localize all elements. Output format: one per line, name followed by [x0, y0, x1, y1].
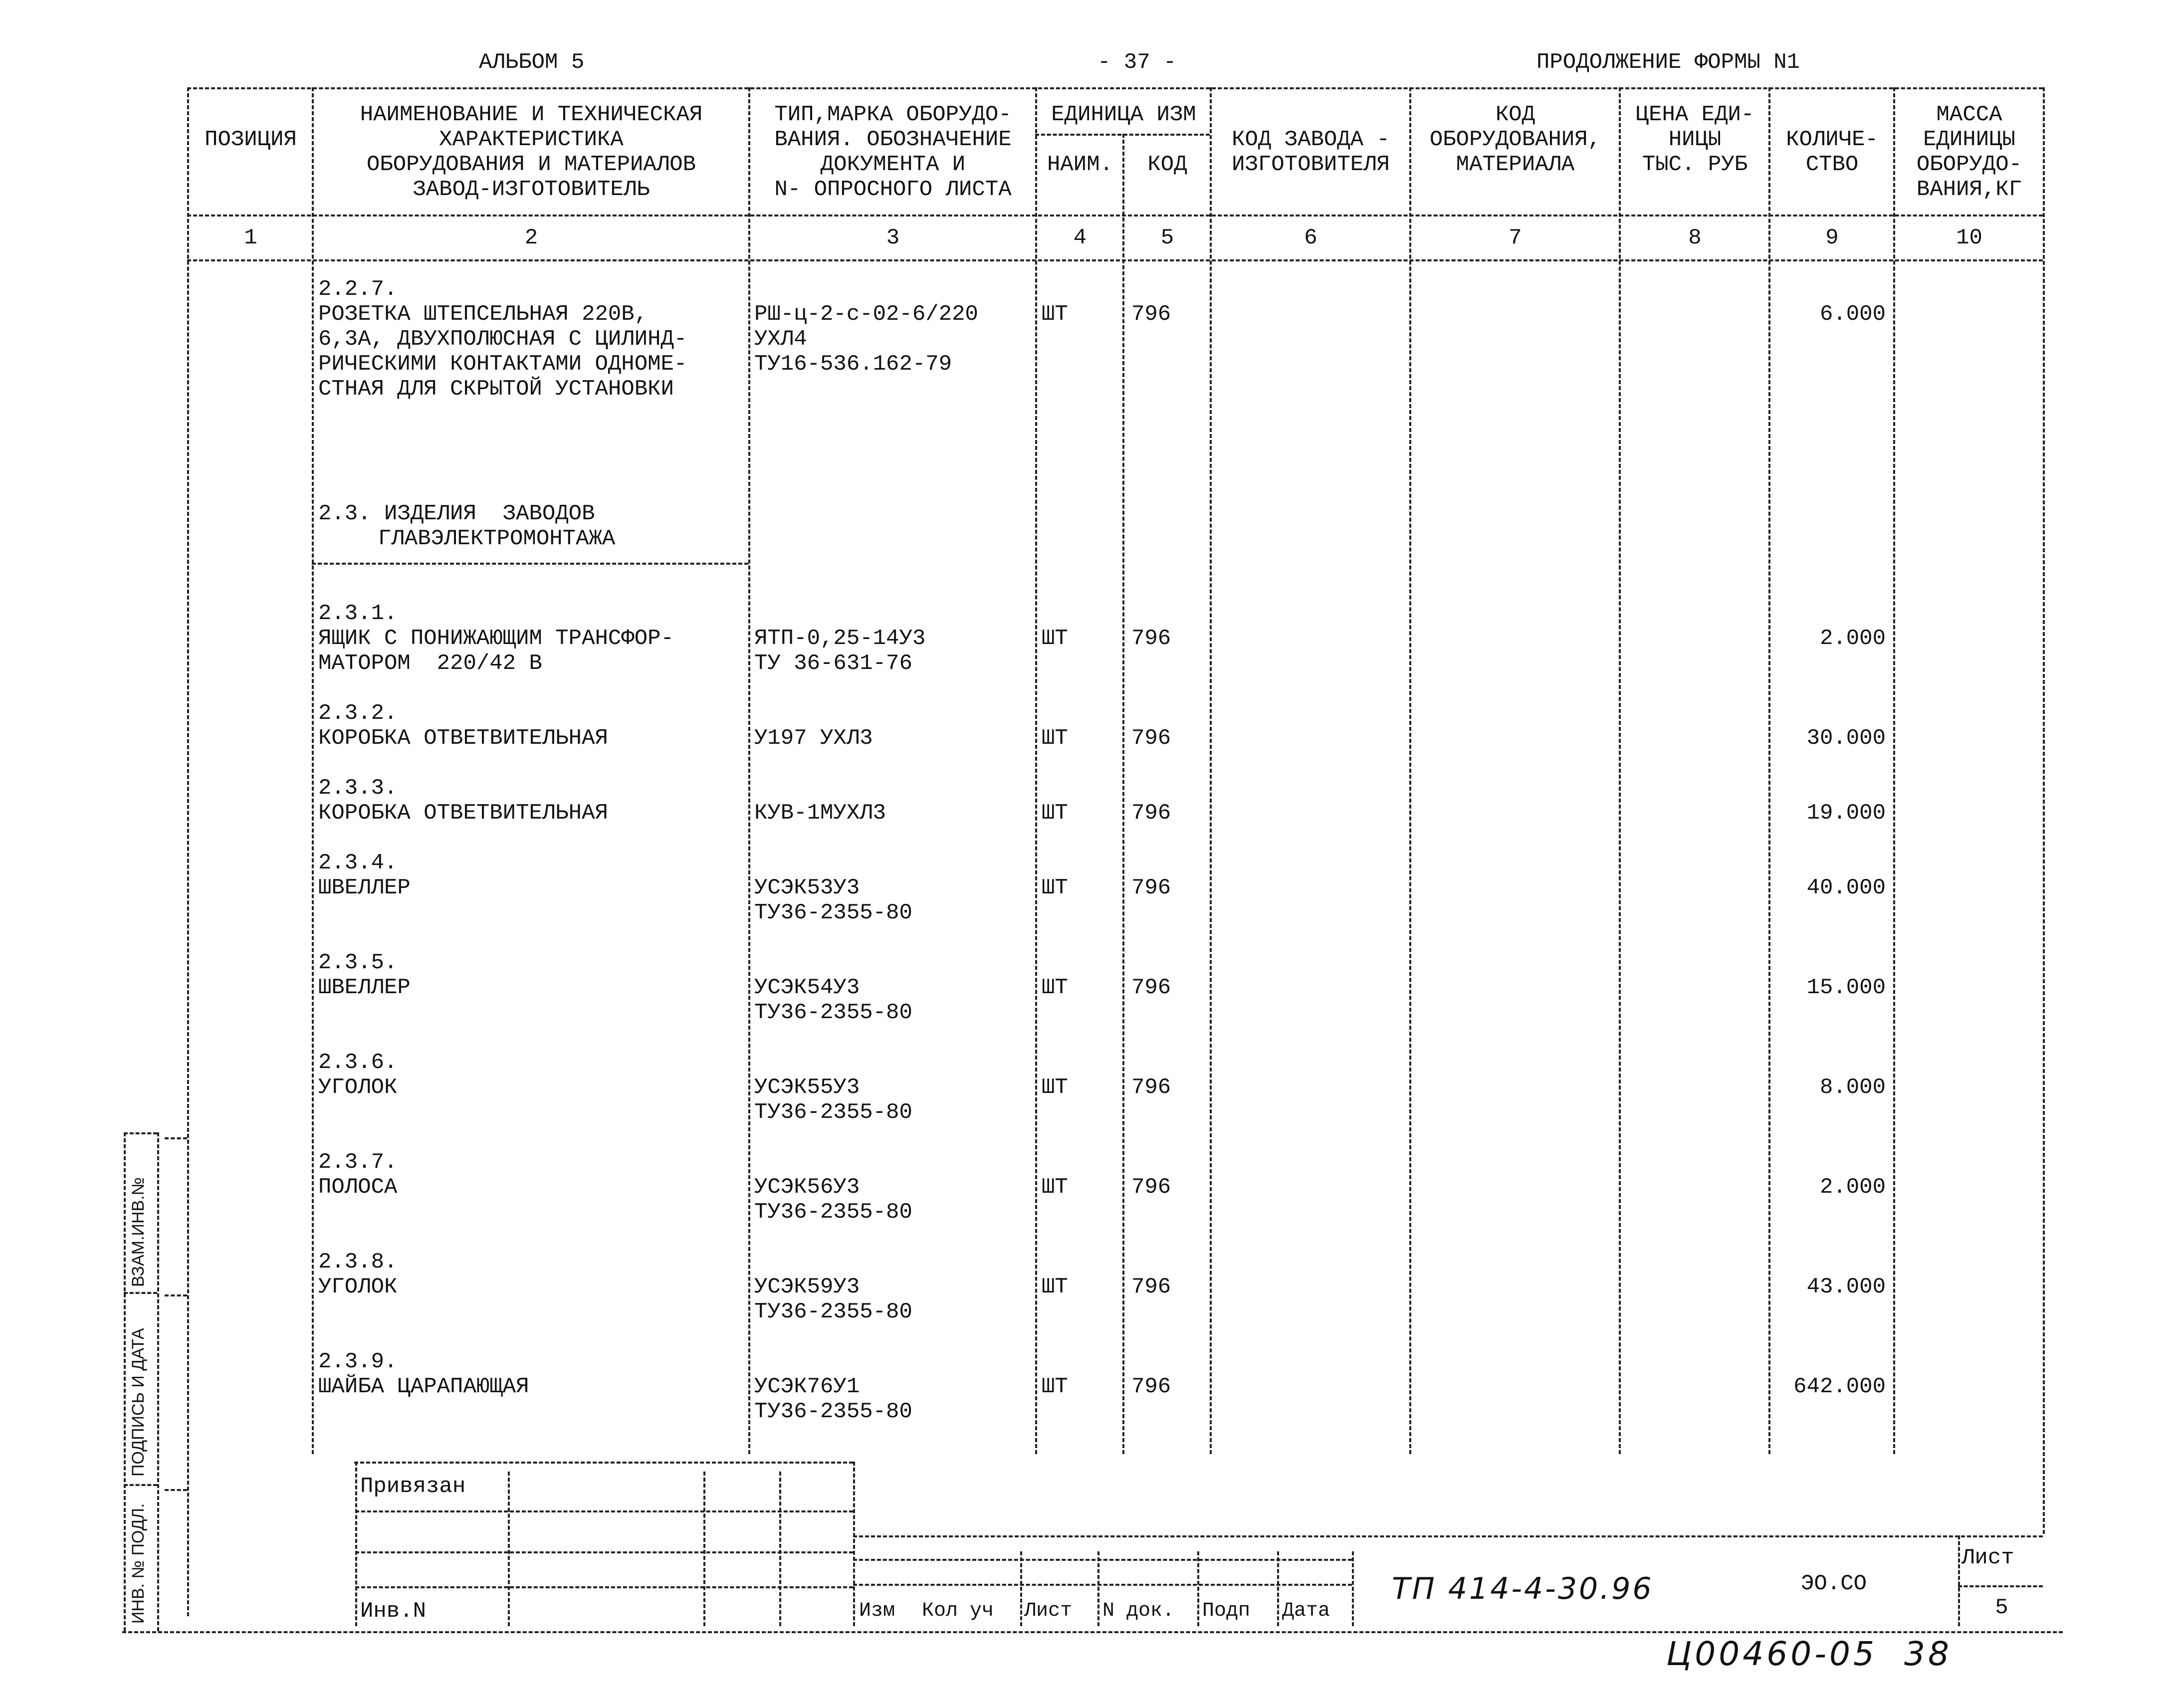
row-type-line: ТУ36-2355-80	[754, 1299, 912, 1324]
row-position: 2.3.7.	[318, 1150, 398, 1175]
stamp-privyazan: Привязан	[360, 1474, 466, 1499]
stamp-rule	[703, 1472, 705, 1626]
header-type-l1: ТИП,МАРКА ОБОРУДО-	[774, 102, 1012, 127]
stamp-col-izm: Изм	[859, 1600, 895, 1622]
stamp-col-kol: Кол уч	[922, 1600, 994, 1622]
row-position: 2.3.2.	[318, 701, 398, 726]
row-type-line: ТУ36-2355-80	[754, 1100, 912, 1125]
row-name-line: ШАЙБА ЦАРАПАЮЩАЯ	[318, 1374, 529, 1399]
row-unit: ШТ	[1042, 626, 1068, 651]
row-type-line: УСЭК59У3	[754, 1275, 860, 1299]
stamp-code: ТП 414-4-30.96	[1392, 1571, 1654, 1606]
page-bottom-rule	[122, 1631, 2063, 1633]
col-number: 9	[1825, 225, 1839, 250]
row-type-line: УХЛ4	[754, 327, 807, 352]
row-position: 2.3.5.	[318, 950, 398, 975]
row-unit-code: 796	[1131, 975, 1171, 1000]
row-qty: 15.000	[1806, 975, 1886, 1000]
row-unit: ШТ	[1042, 1275, 1068, 1299]
row-type-line: ТУ36-2355-80	[754, 900, 912, 925]
header-qty-l1: КОЛИЧЕ-	[1786, 127, 1878, 152]
header-unit-code: КОД	[1147, 152, 1187, 177]
header-code-l2: ОБОРУДОВАНИЯ,	[1429, 127, 1601, 152]
table-top-rule	[187, 87, 2043, 89]
stamp-mark: ЭО.СО	[1801, 1571, 1867, 1596]
header-name-l3: ОБОРУДОВАНИЯ И МАТЕРИАЛОВ	[366, 152, 696, 177]
row-type-line: ТУ36-2355-80	[754, 1200, 912, 1225]
row-unit-code: 796	[1131, 875, 1171, 900]
stamp-rule-h	[355, 1551, 853, 1553]
side-vzam-inv: ВЗАМ.ИНВ.№	[129, 1177, 148, 1287]
header-unit-name: НАИМ.	[1047, 152, 1113, 177]
stamp-rule	[1097, 1551, 1099, 1626]
row-qty: 43.000	[1806, 1275, 1886, 1299]
row-unit: ШТ	[1042, 975, 1068, 1000]
side-tick	[165, 1489, 187, 1491]
header-mass-l2: ЕДИНИЦЫ	[1923, 127, 2015, 152]
stamp-col-data: Дата	[1282, 1600, 1330, 1622]
row-name-line: ЯЩИК С ПОНИЖАЮЩИМ ТРАНСФОР-	[318, 626, 674, 651]
row-type-line: У197 УХЛ3	[754, 726, 873, 751]
row-qty: 19.000	[1806, 801, 1886, 826]
section-underline	[312, 563, 748, 565]
row-position: 2.3.4.	[318, 851, 398, 875]
side-podpis-data: ПОДПИСЬ И ДАТА	[129, 1328, 148, 1477]
stamp-rule	[853, 1462, 855, 1626]
row-name-line: УГОЛОК	[318, 1075, 398, 1100]
header-mass-l3: ОБОРУДО-	[1916, 152, 2022, 177]
row-type-line: УСЭК53У3	[754, 875, 860, 900]
stamp-rule	[508, 1472, 510, 1626]
row-type-line: ТУ36-2355-80	[754, 1000, 912, 1025]
col-rule-8	[1768, 87, 1770, 1454]
col-rule-3	[1035, 87, 1037, 1454]
side-rule-h	[124, 1484, 157, 1486]
row-type-line: ЯТП-0,25-14У3	[754, 626, 926, 651]
album-label: АЛЬБОМ 5	[479, 50, 585, 75]
row-name-line: 6,3А, ДВУХПОЛЮСНАЯ С ЦИЛИНД-	[318, 327, 687, 352]
col-number: 2	[524, 225, 538, 250]
stamp-col-list: Лист	[1024, 1600, 1073, 1622]
header-bottom-rule	[187, 214, 2043, 216]
row-position: 2.3.3.	[318, 776, 398, 801]
stamp-sheet-label: Лист	[1962, 1545, 2014, 1570]
header-name-l4: ЗАВОД-ИЗГОТОВИТЕЛЬ	[413, 177, 650, 202]
col-rule-10	[2043, 87, 2045, 1534]
stamp-rule	[1352, 1551, 1354, 1626]
numbers-bottom-rule	[187, 259, 2043, 261]
col-number: 1	[244, 225, 257, 250]
header-unit: ЕДИНИЦА ИЗМ	[1051, 102, 1196, 127]
row-type-line: КУВ-1МУХЛ3	[754, 801, 886, 826]
row-name-line: РИЧЕСКИМИ КОНТАКТАМИ ОДНОМЕ-	[318, 352, 687, 377]
col-number: 8	[1688, 225, 1702, 250]
col-number: 10	[1956, 225, 1982, 250]
archive-number: Ц00460-05 38	[1666, 1635, 1952, 1673]
row-position: 2.3.6.	[318, 1050, 398, 1075]
header-type-l4: N- ОПРОСНОГО ЛИСТА	[774, 177, 1012, 202]
stamp-inv: Инв.N	[360, 1599, 427, 1624]
row-name-line: СТНАЯ ДЛЯ СКРЫТОЙ УСТАНОВКИ	[318, 377, 674, 402]
header-type-l3: ДОКУМЕНТА И	[820, 152, 966, 177]
row-unit-code: 796	[1131, 726, 1171, 751]
col-number: 4	[1073, 225, 1087, 250]
row-qty: 2.000	[1819, 626, 1886, 651]
row-name-line: ШВЕЛЛЕР	[318, 875, 411, 900]
stamp-rule	[779, 1472, 781, 1626]
row-unit: ШТ	[1042, 1175, 1068, 1200]
row-position: 2.3.9.	[318, 1349, 398, 1374]
continuation-label: ПРОДОЛЖЕНИЕ ФОРМЫ N1	[1536, 50, 1800, 75]
row-type-line: ТУ16-536.162-79	[754, 352, 952, 377]
side-rule-h	[124, 1132, 157, 1134]
stamp-rule	[1277, 1551, 1279, 1626]
stamp-rule	[355, 1462, 357, 1626]
row-unit-code: 796	[1131, 801, 1171, 826]
row-unit: ШТ	[1042, 302, 1068, 327]
row-unit-code: 796	[1131, 302, 1171, 327]
header-mass-l4: ВАНИЯ,КГ	[1916, 177, 2022, 202]
row-position: 2.2.7.	[318, 277, 398, 302]
row-type-line: РШ-ц-2-с-02-6/220	[754, 302, 978, 327]
header-factory-l1: КОД ЗАВОДА -	[1232, 127, 1390, 152]
section-subtitle: ГЛАВЭЛЕКТРОМОНТАЖА	[378, 526, 616, 551]
row-unit-code: 796	[1131, 1075, 1171, 1100]
header-name-l1: НАИМЕНОВАНИЕ И ТЕХНИЧЕСКАЯ	[360, 102, 703, 127]
stamp-rule	[1197, 1551, 1199, 1626]
col-rule-0	[187, 87, 189, 1616]
side-tick	[165, 1294, 187, 1296]
stamp-top-rule	[354, 1462, 853, 1464]
row-name-line: РОЗЕТКА ШТЕПСЕЛЬНАЯ 220В,	[318, 302, 648, 327]
stamp-main-rule	[853, 1535, 2043, 1537]
page-number: - 37 -	[1097, 50, 1177, 75]
side-rule	[157, 1132, 159, 1631]
stamp-col-podp: Подп	[1202, 1600, 1251, 1622]
row-unit-code: 796	[1131, 1275, 1171, 1299]
row-qty: 30.000	[1806, 726, 1886, 751]
row-name-line: КОРОБКА ОТВЕТВИТЕЛЬНАЯ	[318, 801, 608, 826]
row-type-line: ТУ 36-631-76	[754, 651, 912, 676]
col-rule-1	[312, 87, 314, 1454]
row-unit: ШТ	[1042, 1075, 1068, 1100]
col-rule-5	[1210, 87, 1212, 1454]
row-type-line: УСЭК54У3	[754, 975, 860, 1000]
section-title: 2.3. ИЗДЕЛИЯ ЗАВОДОВ	[318, 501, 595, 526]
row-type-line: ТУ36-2355-80	[754, 1399, 912, 1424]
header-price-l1: ЦЕНА ЕДИ-	[1635, 102, 1754, 127]
side-tick	[165, 1137, 187, 1139]
header-price-l3: ТЫС. РУБ	[1642, 152, 1748, 177]
header-factory-l2: ИЗГОТОВИТЕЛЯ	[1232, 152, 1390, 177]
side-rule	[124, 1132, 126, 1631]
row-position: 2.3.8.	[318, 1250, 398, 1275]
row-name-line: ПОЛОСА	[318, 1175, 398, 1200]
row-type-line: УСЭК56У3	[754, 1175, 860, 1200]
row-name-line: ШВЕЛЛЕР	[318, 975, 411, 1000]
header-type-l2: ВАНИЯ. ОБОЗНАЧЕНИЕ	[774, 127, 1012, 152]
col-rule-4	[1122, 134, 1124, 1454]
col-rule-6	[1409, 87, 1411, 1454]
row-unit: ШТ	[1042, 801, 1068, 826]
side-rule-h	[124, 1292, 157, 1294]
stamp-rule	[1020, 1551, 1022, 1626]
row-name-line: КОРОБКА ОТВЕТВИТЕЛЬНАЯ	[318, 726, 608, 751]
col-number: 7	[1509, 225, 1522, 250]
header-code-l1: КОД	[1495, 102, 1535, 127]
col-rule-7	[1619, 87, 1621, 1454]
row-name-line: МАТОРОМ 220/42 В	[318, 651, 542, 676]
col-number: 5	[1160, 225, 1174, 250]
row-qty: 8.000	[1819, 1075, 1886, 1100]
row-qty: 642.000	[1793, 1374, 1886, 1399]
col-rule-2	[748, 87, 750, 1454]
header-name-l2: ХАРАКТЕРИСТИКА	[439, 127, 624, 152]
col-rule-9	[1893, 87, 1895, 1454]
row-unit: ШТ	[1042, 1374, 1068, 1399]
header-position: ПОЗИЦИЯ	[205, 127, 297, 152]
stamp-rule-h	[355, 1586, 853, 1588]
row-type-line: УСЭК76У1	[754, 1374, 860, 1399]
col-number: 6	[1304, 225, 1317, 250]
row-name-line: УГОЛОК	[318, 1275, 398, 1299]
row-position: 2.3.1.	[318, 601, 398, 626]
row-unit: ШТ	[1042, 875, 1068, 900]
row-qty: 6.000	[1819, 302, 1886, 327]
row-type-line: УСЭК55У3	[754, 1075, 860, 1100]
stamp-sheet-number: 5	[1995, 1595, 2008, 1620]
header-price-l2: НИЦЫ	[1668, 127, 1722, 152]
row-qty: 40.000	[1806, 875, 1886, 900]
header-mass-l1: МАССА	[1936, 102, 2002, 127]
header-qty-l2: СТВО	[1805, 152, 1859, 177]
row-unit-code: 796	[1131, 1374, 1171, 1399]
stamp-rule	[1958, 1535, 1960, 1626]
stamp-rule-h	[1958, 1585, 2043, 1587]
row-unit-code: 796	[1131, 1175, 1171, 1200]
row-unit-code: 796	[1131, 626, 1171, 651]
header-code-l3: МАТЕРИАЛА	[1456, 152, 1575, 177]
row-qty: 2.000	[1819, 1175, 1886, 1200]
stamp-col-ndok: N док.	[1102, 1600, 1175, 1622]
col-number: 3	[886, 225, 900, 250]
row-unit: ШТ	[1042, 726, 1068, 751]
stamp-rule-h	[355, 1510, 853, 1512]
side-inv-podl: ИНВ. № ПОДЛ.	[129, 1503, 148, 1624]
